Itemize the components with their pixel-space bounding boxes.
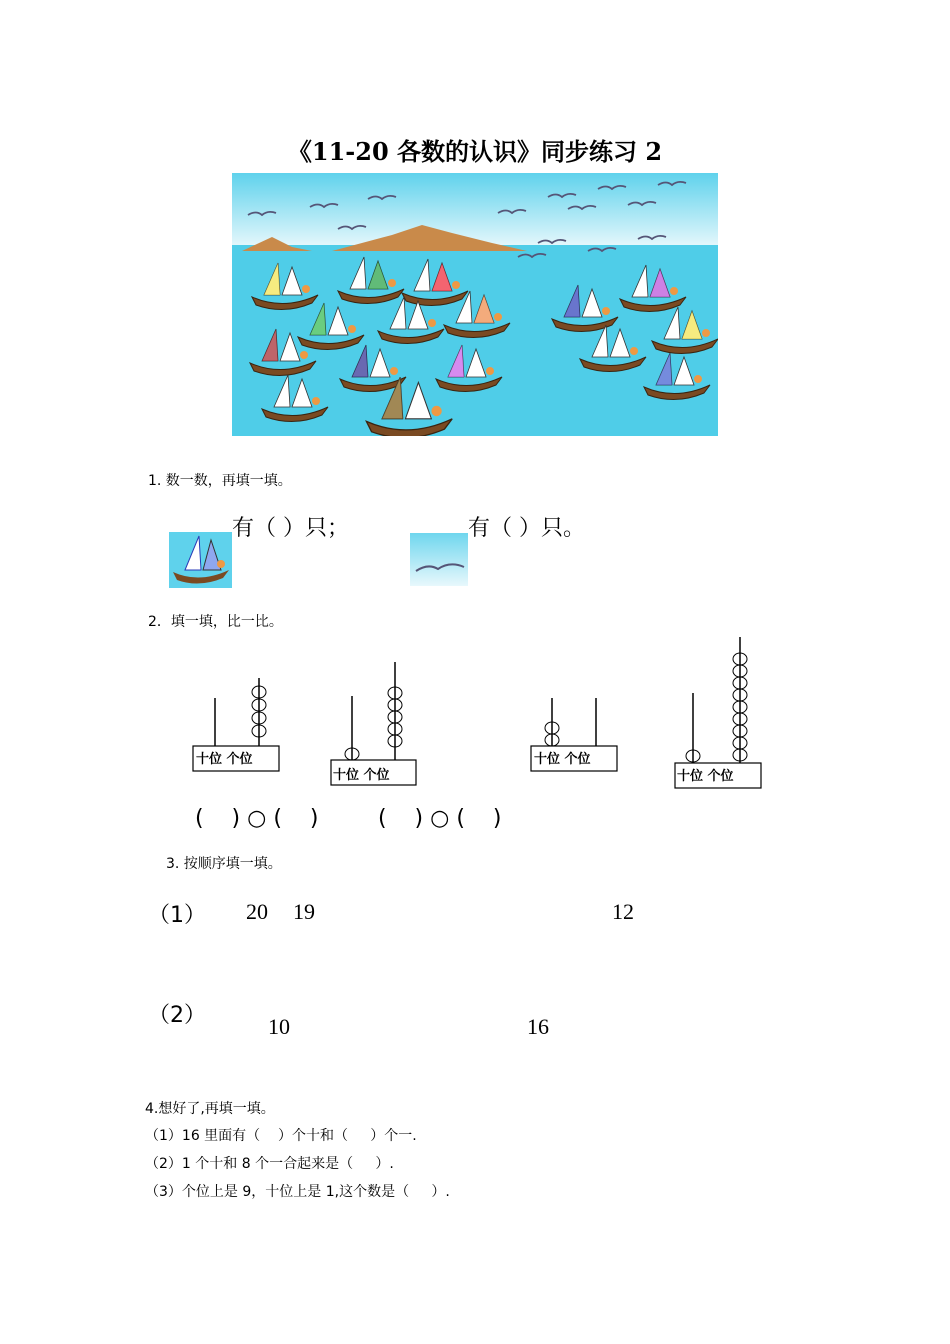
q4-item-3: （3）个位上是 9，十位上是 1,这个数是（ ）. [145,1184,450,1200]
abacus-2-label: 十位 个位 [333,768,390,783]
q3-row2-n1: 10 [268,1014,290,1039]
abacus-4-label: 十位 个位 [677,769,734,784]
q2-heading: 2．填一填，比一比。 [148,614,283,630]
q3-heading: 3. 按顺序填一填。 [166,856,282,872]
sea-illustration [232,173,718,436]
q4-item-2: （2）1 个十和 8 个一合起来是（ ）. [145,1156,394,1172]
q3-row1-n2: 19 [293,899,315,924]
q4-item-1: （1）16 里面有（ ）个十和（ ）个一. [145,1128,417,1144]
boat-icon [169,532,232,588]
compare-2: ( ) ○ ( ) [378,806,502,831]
page-title: 《11-20 各数的认识》同步练习 2 [287,137,663,166]
q3-row1-n1: 20 [246,899,268,924]
abacus-3-label: 十位 个位 [534,752,591,767]
q1-boat-count: 有（ ）只； [232,516,349,541]
q3-row1-label: （1） [148,903,206,928]
q4-heading: 4.想好了,再填一填。 [145,1101,275,1117]
q1-heading: 1. 数一数，再填一填。 [148,473,292,489]
q1-bird-count: 有（ ）只。 [468,516,585,541]
q3-row2-n2: 16 [527,1014,549,1039]
bird-icon [410,533,468,586]
compare-1: ( ) ○ ( ) [195,806,319,831]
q3-row2-label: （2） [148,1003,206,1028]
q3-row1-n3: 12 [612,899,634,924]
abacus-1-label: 十位 个位 [196,752,253,767]
